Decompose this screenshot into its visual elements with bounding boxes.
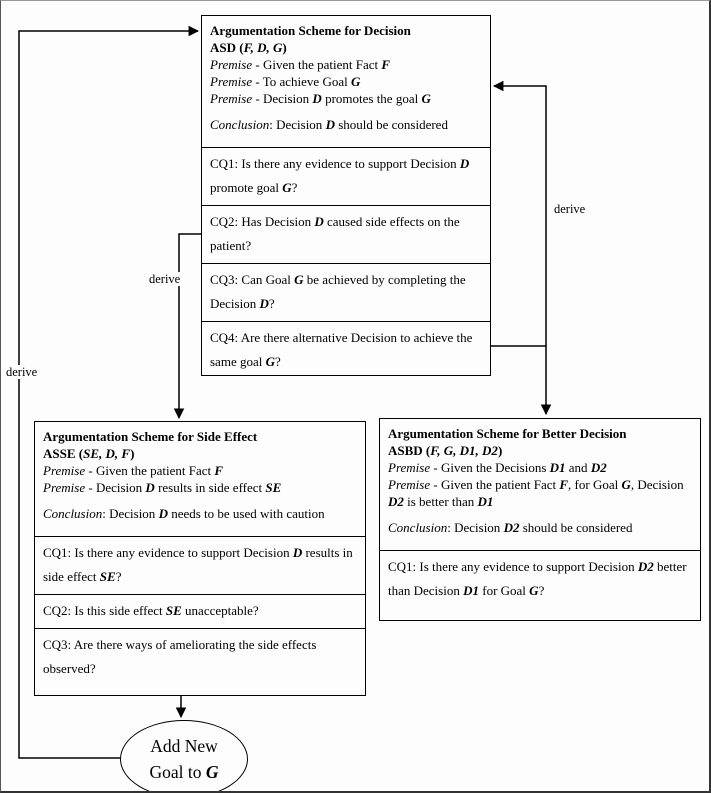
asbd-header-lines: Argumentation Scheme for Better Decision ASBD (F, G, D1, D2) Premise - Given the Decisions D1 and D2 Premise - Given the patient Fact F, for Goal G, Decision D2 is better than D1: [388, 426, 684, 509]
asd-scheme-box: [201, 15, 491, 376]
add-new-goal-node: [120, 720, 248, 793]
asse-cq1: CQ1: Is there any evidence to support Decision D results in side effect SE?: [35, 536, 365, 594]
asbd-header: [380, 419, 700, 550]
asd-header: [202, 16, 490, 147]
asd-conclusion: Conclusion: Decision D should be considered: [210, 117, 448, 132]
asd-header-lines: Argumentation Scheme for Decision ASD (F, D, G) Premise - Given the patient Fact F Premise - To achieve Goal G Premise - Decision D promotes the goal G: [210, 23, 431, 106]
arrow-asd-to-asse: [179, 234, 201, 418]
asd-cq1: CQ1: Is there any evidence to support Decision D promote goal G?: [202, 147, 490, 205]
derive-label-better-decision: derive: [554, 202, 586, 216]
derive-label-side-effect: derive: [149, 272, 181, 286]
asse-conclusion: Conclusion: Decision D needs to be used with caution: [43, 506, 325, 521]
asbd-cq1: CQ1: Is there any evidence to support Decision D2 better than Decision D1 for Goal G?: [380, 550, 700, 608]
arrow-asbd-to-asd: [494, 86, 546, 346]
asbd-conclusion: Conclusion: Decision D2 should be considered: [388, 520, 633, 535]
derive-label-goal-loop: derive: [6, 365, 38, 379]
add-new-goal-label: Add New Goal to G: [149, 736, 219, 782]
asd-cq2: CQ2: Has Decision D caused side effects on the patient?: [202, 205, 490, 263]
asse-scheme-box: [34, 421, 366, 696]
asse-header: [35, 422, 365, 536]
asse-cq2: CQ2: Is this side effect SE unacceptable?: [35, 594, 365, 628]
asse-cq3: CQ3: Are there ways of ameliorating the side effects observed?: [35, 628, 365, 686]
asd-cq3: CQ3: Can Goal G be achieved by completing the Decision D?: [202, 263, 490, 321]
asbd-scheme-box: [379, 418, 701, 621]
asse-header-lines: Argumentation Scheme for Side Effect ASSE (SE, D, F) Premise - Given the patient Fact F Premise - Decision D results in side effect SE: [43, 429, 282, 495]
arrow-asd-to-asbd: [491, 346, 546, 414]
asd-cq4: CQ4: Are there alternative Decision to achieve the same goal G?: [202, 321, 490, 376]
